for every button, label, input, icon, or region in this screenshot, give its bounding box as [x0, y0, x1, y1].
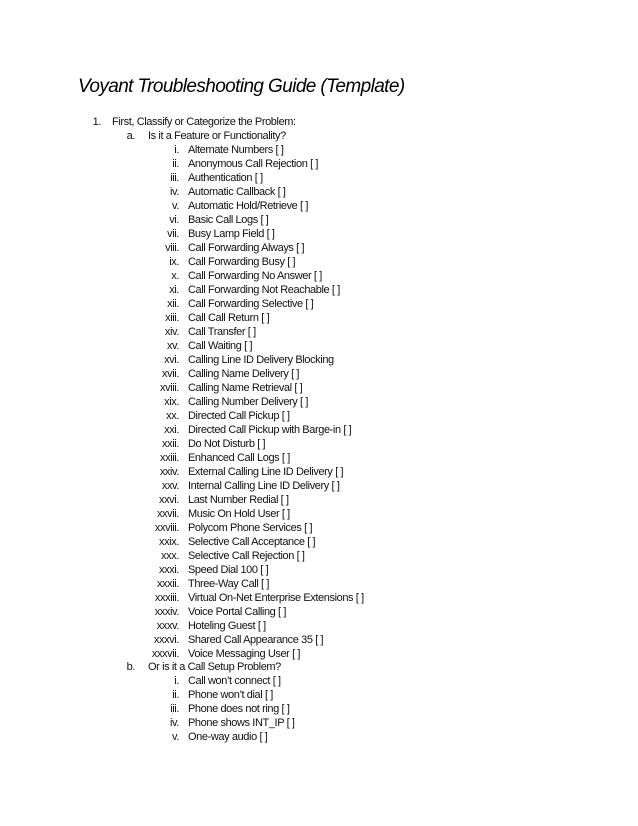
list-item-number: xiii. — [165, 312, 179, 324]
list-item-text: Phone shows INT_IP [ ] — [188, 717, 295, 729]
list-item-text: Shared Call Appearance 35 [ ] — [188, 634, 324, 646]
list-item-text: Call Forwarding Busy [ ] — [188, 256, 296, 268]
list-item-number: iv. — [170, 186, 179, 198]
list-item-text: Basic Call Logs [ ] — [188, 214, 269, 226]
list-item-text: Internal Calling Line ID Delivery [ ] — [188, 480, 340, 492]
list-item-text: Last Number Redial [ ] — [188, 494, 289, 506]
list-item-text: Selective Call Acceptance [ ] — [188, 536, 316, 548]
list-item-text: Call Waiting [ ] — [188, 340, 253, 352]
list-item-text: Call Forwarding Selective [ ] — [188, 298, 314, 310]
list-item-number: xxxii. — [156, 578, 179, 590]
list-item-number: xxi. — [164, 424, 179, 436]
list-item-text: Do Not Disturb [ ] — [188, 438, 266, 450]
list-item-text: Polycom Phone Services [ ] — [188, 522, 313, 534]
list-item-number: xvii. — [162, 368, 179, 380]
list-item-text: Phone does not ring [ ] — [188, 703, 290, 715]
list-item-number: iii. — [170, 172, 179, 184]
list-item-number: xi. — [169, 284, 179, 296]
document-title: Voyant Troubleshooting Guide (Template) — [78, 76, 405, 97]
list-item-number: i. — [174, 144, 179, 156]
list-item-number: v. — [172, 200, 179, 212]
list-item-number: x. — [171, 270, 179, 282]
list-item-text: Phone won’t dial [ ] — [188, 689, 273, 701]
list-item-text: Busy Lamp Field [ ] — [188, 228, 275, 240]
section-a-text: Is it a Feature or Functionality? — [148, 130, 286, 142]
list-item-text: Call Call Return [ ] — [188, 312, 270, 324]
list-item-number: xiv. — [164, 326, 179, 338]
list-item-text: Calling Name Delivery [ ] — [188, 368, 300, 380]
list-item-number: xxvi. — [158, 494, 179, 506]
list-item-number: ii. — [172, 158, 179, 170]
list-item-number: xxii. — [162, 438, 179, 450]
list-item-number: xii. — [167, 298, 179, 310]
list-item-number: xxiv. — [159, 466, 179, 478]
list-item-text: Calling Number Delivery [ ] — [188, 396, 309, 408]
list-item-number: xxviii. — [154, 522, 179, 534]
list-item-text: Automatic Hold/Retrieve [ ] — [188, 200, 309, 212]
list-item-text: Voice Messaging User [ ] — [188, 648, 301, 660]
list-item-text: Calling Name Retrieval [ ] — [188, 382, 303, 394]
list-item-number: iv. — [170, 717, 179, 729]
list-item-number: xix. — [164, 396, 179, 408]
list-item-text: Three-Way Call [ ] — [188, 578, 270, 590]
list-item-text: Music On Hold User [ ] — [188, 508, 290, 520]
list-item-number: xxv. — [161, 480, 179, 492]
list-item-number: xxx. — [161, 550, 179, 562]
list-item-text: External Calling Line ID Delivery [ ] — [188, 466, 344, 478]
list-item-text: Enhanced Call Logs [ ] — [188, 452, 290, 464]
list-item-text: Automatic Callback [ ] — [188, 186, 286, 198]
list-item-text: Call Transfer [ ] — [188, 326, 256, 338]
list-item-text: Speed Dial 100 [ ] — [188, 564, 269, 576]
list-item-number: ix. — [169, 256, 179, 268]
list-item-text: Directed Call Pickup with Barge-in [ ] — [188, 424, 352, 436]
step-1-number: 1. — [92, 116, 101, 128]
list-item-number: vii. — [167, 228, 179, 240]
list-item-number: xxxvii. — [151, 648, 179, 660]
list-item-text: Virtual On-Net Enterprise Extensions [ ] — [188, 592, 364, 604]
list-item-number: xxix. — [158, 536, 179, 548]
list-item-number: xxxiv. — [154, 606, 179, 618]
list-item-number: iii. — [170, 703, 179, 715]
list-item-number: xxxiii. — [154, 592, 179, 604]
list-item-text: One-way audio [ ] — [188, 731, 268, 743]
list-item-text: Selective Call Rejection [ ] — [188, 550, 305, 562]
list-item-number: xv. — [166, 340, 179, 352]
list-item-number: xvi. — [164, 354, 179, 366]
section-b-number: b. — [126, 661, 135, 673]
list-item-number: xxxv. — [156, 620, 179, 632]
list-item-text: Call won’t connect [ ] — [188, 675, 281, 687]
list-item-text: Authentication [ ] — [188, 172, 263, 184]
list-item-number: i. — [174, 675, 179, 687]
list-item-text: Anonymous Call Rejection [ ] — [188, 158, 319, 170]
list-item-number: vi. — [169, 214, 179, 226]
list-item-number: xxiii. — [160, 452, 179, 464]
list-item-number: v. — [172, 731, 179, 743]
list-item-number: xxxvi. — [153, 634, 179, 646]
list-item-number: xviii. — [160, 382, 179, 394]
list-item-text: Directed Call Pickup [ ] — [188, 410, 290, 422]
list-item-number: xxvii. — [156, 508, 179, 520]
list-item-text: Call Forwarding No Answer [ ] — [188, 270, 322, 282]
list-item-text: Alternate Numbers [ ] — [188, 144, 284, 156]
list-item-number: viii. — [165, 242, 179, 254]
step-1-text: First, Classify or Categorize the Problem: — [112, 116, 296, 128]
list-item-number: xx. — [166, 410, 179, 422]
list-item-text: Call Forwarding Always [ ] — [188, 242, 305, 254]
list-item-text: Voice Portal Calling [ ] — [188, 606, 287, 618]
section-a-number: a. — [126, 130, 135, 142]
list-item-text: Hoteling Guest [ ] — [188, 620, 266, 632]
section-b-text: Or is it a Call Setup Problem? — [148, 661, 281, 673]
list-item-text: Call Forwarding Not Reachable [ ] — [188, 284, 340, 296]
list-item-number: ii. — [172, 689, 179, 701]
list-item-text: Calling Line ID Delivery Blocking — [188, 354, 334, 366]
list-item-number: xxxi. — [158, 564, 179, 576]
